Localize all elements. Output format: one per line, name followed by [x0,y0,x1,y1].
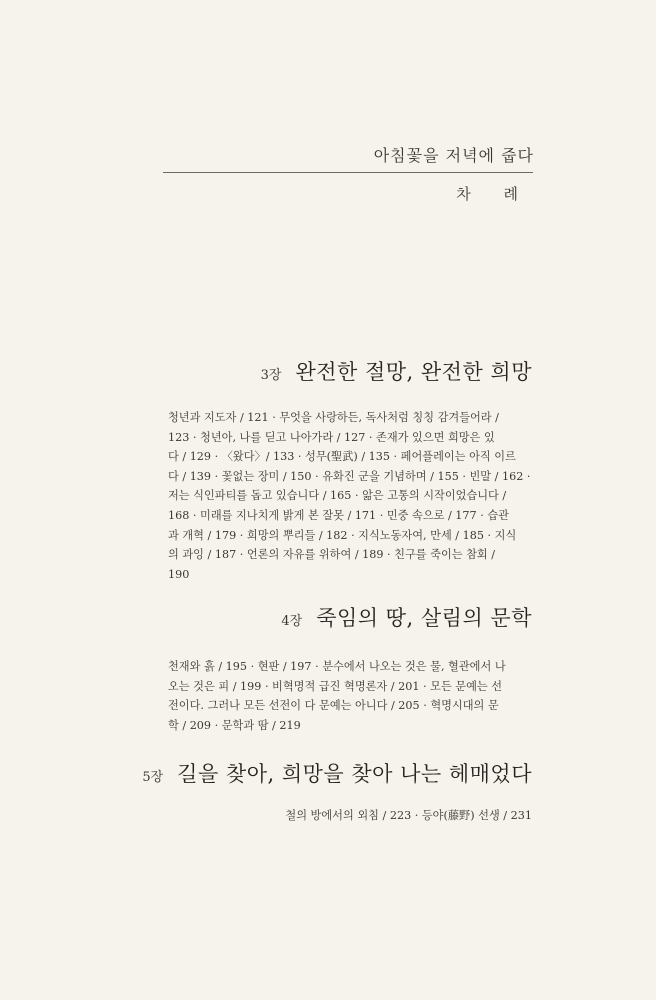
contents-line: 전이다. 그러나 모든 선전이 다 문예는 아니다 / 205 · 혁명시대의 문 [168,699,499,713]
contents-line: 123 · 청년아, 나를 딛고 나아가라 / 127 · 존재가 있으면 희망은 있 [168,430,495,444]
chapter-number: 3장 [260,368,282,383]
contents-line: 의 과잉 / 187 · 언론의 자유를 위하여 / 189 · 친구를 죽이는 참회 / [168,548,496,562]
chapter-title: 길을 찾아, 희망을 찾아 나는 헤매었다 [177,762,532,786]
chapter-number: 4장 [281,614,303,629]
chapter-3-heading [261,356,532,386]
contents-line: 오는 것은 피 / 199 · 비혁명적 급진 혁명론자 / 201 · 모든 문예는 선 [168,679,503,693]
contents-line: 과 개혁 / 179 · 희망의 뿌리들 / 182 · 지식노동자여, 만세 / 185 · 지식 [168,528,517,542]
table-of-contents-label: 차 례 [456,185,532,203]
chapter-title: 죽임의 땅, 살림의 문학 [316,606,532,630]
header-divider [163,172,533,173]
contents-line: 168 · 미래를 지나치게 밝게 본 잘못 / 171 · 민중 속으로 / 177 · 습관 [168,508,509,522]
chapter-3-contents [168,408,532,584]
chapter-title: 완전한 절망, 완전한 희망 [295,360,532,384]
contents-line: 철의 방에서의 외침 / 223 · 등야(藤野) 선생 / 231 [285,809,532,822]
contents-line: 다 / 139 · 꽃없는 장미 / 150 · 유화진 군을 기념하며 / 155 · 빈말 / 162 · [168,469,531,483]
book-title: 아침꽃을 저녁에 줍다 [373,146,534,165]
chapter-5-heading [142,758,532,788]
chapter-4-contents [168,657,532,735]
contents-line: 다 / 129 · 〈왔다〉/ 133 · 성무(聖武) / 135 · 페어플레이는 아직 이르 [168,450,516,464]
contents-line: 학 / 209 · 문학과 땀 / 219 [168,718,301,732]
contents-line: 저는 식인파티를 돕고 있습니다 / 165 · 앎은 고통의 시작이었습니다 / [168,489,507,503]
chapter-number: 5장 [142,770,164,785]
contents-line: 청년과 지도자 / 121 · 무엇을 사랑하든, 독사처럼 칭칭 감겨들어라 / [168,411,499,424]
chapter-5-contents [285,806,532,826]
chapter-4-heading [281,602,532,632]
contents-line: 190 [168,567,190,581]
contents-line: 천재와 흙 / 195 · 현판 / 197 · 분수에서 나오는 것은 물, 혈관에서 나 [168,660,506,673]
